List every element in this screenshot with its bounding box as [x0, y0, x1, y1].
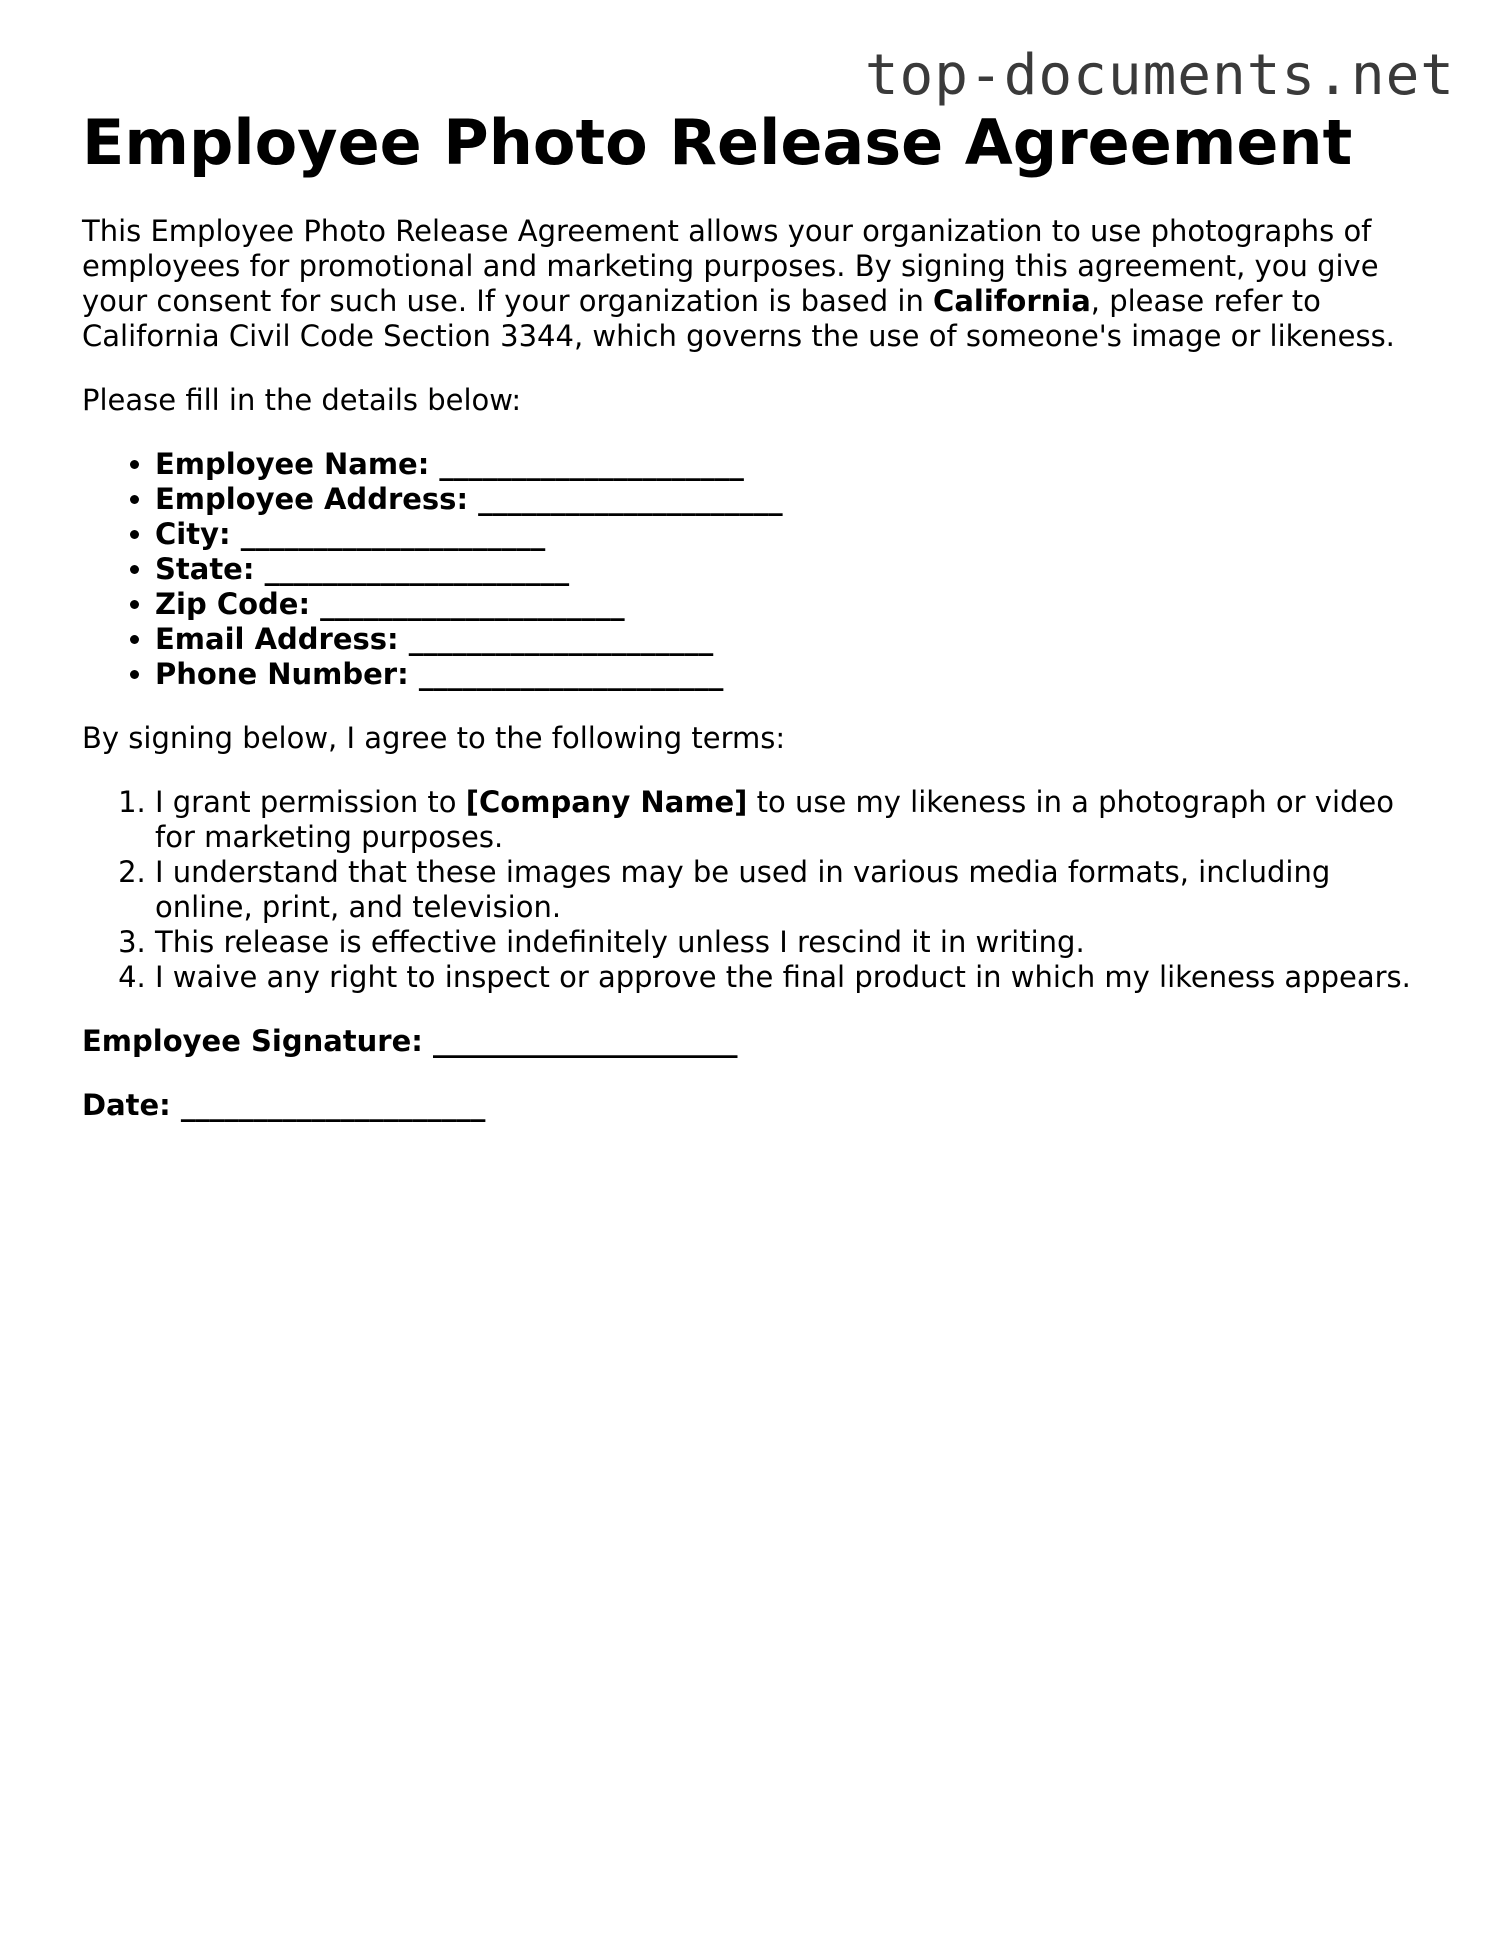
detail-label: Employee Address:: [155, 482, 469, 517]
blank-line: _____________________: [180, 1088, 486, 1123]
term-text: I waive any right to inspect or approve the final product in which my likeness appears.: [155, 960, 1411, 995]
intro-paragraph: [82, 214, 1422, 354]
term-text: This release is effective indefinitely unless I rescind it in writing.: [155, 925, 1085, 960]
detail-employee-name: [155, 447, 1422, 482]
detail-label: State:: [155, 552, 255, 587]
detail-employee-address: [155, 482, 1422, 517]
blank-line: _____________________: [432, 1024, 738, 1059]
date-label: Date:: [82, 1088, 171, 1123]
detail-label: Zip Code:: [155, 587, 311, 622]
intro-text-1: This Employee Photo Release Agreement allows your organization to use photographs of employees for promotional and marketing purposes. By signing this agreement, you give your consent for such use. If your organization is based in: [82, 214, 1379, 319]
detail-label: Phone Number:: [155, 657, 409, 692]
term-item: [155, 960, 1422, 995]
detail-state: [155, 552, 1422, 587]
fill-prompt: Please fill in the details below:: [82, 383, 522, 418]
details-list: [82, 447, 1422, 692]
blank-line: _____________________: [240, 517, 546, 552]
terms-prompt: By signing below, I agree to the following terms:: [82, 721, 786, 756]
detail-phone-number: [155, 657, 1422, 692]
date-line: [82, 1088, 1422, 1123]
term-text-end: to use my likeness in a photograph or video for marketing purposes.: [155, 785, 1395, 855]
blank-line: _____________________: [439, 447, 744, 482]
document-body: [82, 106, 1422, 1123]
blank-line: _____________________: [320, 587, 625, 622]
term-text: I understand that these images may be used in various media formats, including online, print, and television.: [155, 855, 1331, 925]
intro-text-2: , please refer to California Civil Code Section 3344, which governs the use of someone's image or likeness.: [82, 284, 1395, 354]
term-text: I grant permission to: [155, 785, 466, 820]
document-title: Employee Photo Release Agreement: [82, 106, 1353, 179]
watermark: top-documents.net: [864, 43, 1455, 108]
term-item: [155, 785, 1422, 855]
signature-line: [82, 1024, 1422, 1059]
signature-label: Employee Signature:: [82, 1024, 423, 1059]
blank-line: _____________________: [408, 622, 714, 657]
term-item: [155, 925, 1422, 960]
intro-state: California: [933, 284, 1091, 319]
detail-zip-code: [155, 587, 1422, 622]
blank-line: _____________________: [264, 552, 570, 587]
detail-city: [155, 517, 1422, 552]
terms-list: [82, 785, 1422, 995]
detail-label: Email Address:: [155, 622, 399, 657]
term-item: [155, 855, 1422, 925]
term-company-placeholder: [Company Name]: [465, 785, 748, 820]
detail-label: Employee Name:: [155, 447, 430, 482]
blank-line: _____________________: [418, 657, 724, 692]
detail-label: City:: [155, 517, 231, 552]
detail-email-address: [155, 622, 1422, 657]
blank-line: _____________________: [478, 482, 783, 517]
